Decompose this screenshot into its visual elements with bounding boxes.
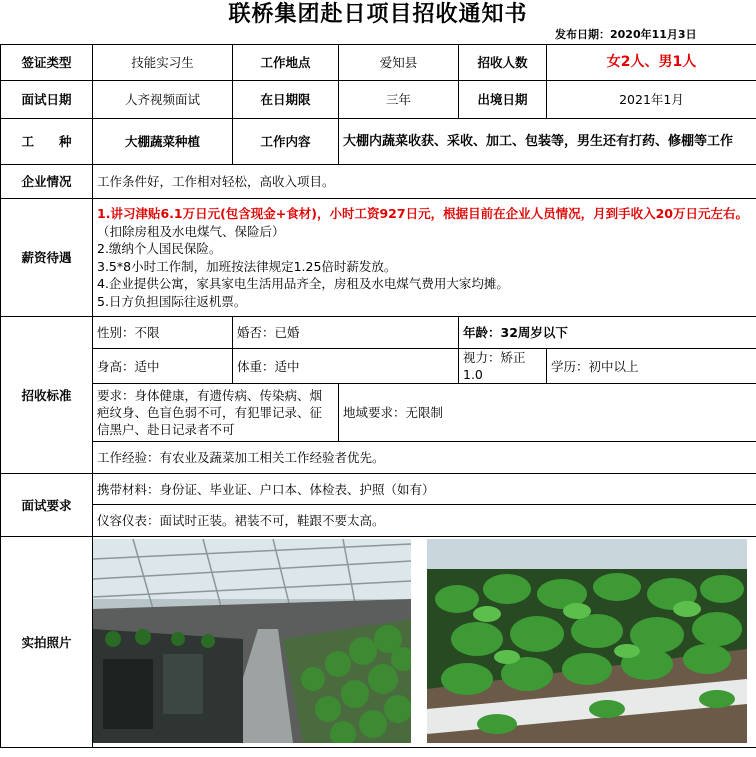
row-standards-d — [1, 442, 756, 474]
row-interview — [1, 81, 756, 119]
page-title: 联桥集团赴日项目招收通知书 — [228, 2, 528, 27]
notice-table — [0, 44, 756, 748]
row-company — [1, 165, 756, 199]
experience-cell: 工作经验：有农业及蔬菜加工相关工作经验者优先。 — [93, 442, 756, 474]
salary-line-1: 1.讲习津贴6.1万日元(包含现金+食材)，小时工资927日元，根据目前在企业人员情况，月到手收入20万日元左右。（扣除房租及水电煤气、保险后） — [97, 206, 748, 239]
row-salary — [1, 199, 756, 317]
company-label: 企业情况 — [1, 165, 93, 199]
departure-date-value: 2021年1月 — [547, 81, 756, 119]
headcount-value: 女2人、男1人 — [547, 45, 756, 81]
stay-period-label: 在日期限 — [233, 81, 339, 119]
interview-date-label: 面试日期 — [1, 81, 93, 119]
departure-date-label: 出境日期 — [459, 81, 547, 119]
work-location-label: 工作地点 — [233, 45, 339, 81]
salary-line-2: 2.缴纳个人国民保险。 — [97, 241, 222, 256]
row-job — [1, 119, 756, 165]
region-cell: 地域要求：无限制 — [339, 384, 756, 442]
salary-details — [93, 199, 756, 317]
photos-label: 实拍照片 — [1, 537, 93, 748]
company-value: 工作条件好，工作相对轻松，高收入项目。 — [93, 165, 756, 199]
job-type-label: 工 种 — [1, 119, 93, 165]
job-content-label: 工作内容 — [233, 119, 339, 165]
visa-type-label: 签证类型 — [1, 45, 93, 81]
row-visa — [1, 45, 756, 81]
salary-line-4: 4.企业提供公寓，家具家电生活用品齐全，房租及水电煤气费用大家均摊。 — [97, 276, 509, 291]
interview-req-label: 面试要求 — [1, 474, 93, 537]
interview-date-value: 人齐视频面试 — [93, 81, 233, 119]
gender-cell: 性别：不限 — [93, 317, 233, 349]
row-standards-b — [1, 349, 756, 384]
vision-cell: 视力：矫正1.0 — [459, 349, 547, 384]
headcount-label: 招收人数 — [459, 45, 547, 81]
requirements-cell: 要求：身体健康，有遗传病、传染病、烟疤纹身、色盲色弱不可，有犯罪记录、征信黑户、赴日记录者不可 — [93, 384, 339, 442]
salary-line-3: 3.5*8小时工作制，加班按法律规定1.25倍时薪发放。 — [97, 258, 397, 274]
salary-label: 薪资待遇 — [1, 199, 93, 317]
greenhouse-interior-photo — [93, 539, 411, 743]
row-standards-a — [1, 317, 756, 349]
documents-cell: 携带材料：身份证、毕业证、户口本、体检表、护照（如有） — [93, 474, 756, 505]
education-cell: 学历：初中以上 — [547, 349, 756, 384]
row-interview-docs — [1, 474, 756, 505]
age-cell: 年龄：32周岁以下 — [459, 317, 756, 349]
work-location-value: 爱知县 — [339, 45, 459, 81]
visa-type-value: 技能实习生 — [93, 45, 233, 81]
standards-label: 招收标准 — [1, 317, 93, 474]
row-interview-dress — [1, 505, 756, 537]
dress-code-cell: 仪容仪表：面试时正装。裙装不可，鞋跟不要太高。 — [93, 505, 756, 537]
row-photos — [1, 537, 756, 748]
salary-line-5: 5.日方负担国际往返机票。 — [97, 293, 247, 309]
weight-cell: 体重：适中 — [233, 349, 459, 384]
height-cell: 身高：适中 — [93, 349, 233, 384]
stay-period-value: 三年 — [339, 81, 459, 119]
row-standards-c — [1, 384, 756, 442]
leafy-greens-photo — [427, 539, 747, 743]
photos-cell — [93, 537, 756, 748]
job-type-value: 大棚蔬菜种植 — [93, 119, 233, 165]
job-content-value: 大棚内蔬菜收获、采收、加工、包装等，男生还有打药、修棚等工作 — [339, 119, 756, 165]
marital-cell: 婚否：已婚 — [233, 317, 459, 349]
publish-date: 发布日期：2020年11月3日 — [555, 28, 697, 41]
